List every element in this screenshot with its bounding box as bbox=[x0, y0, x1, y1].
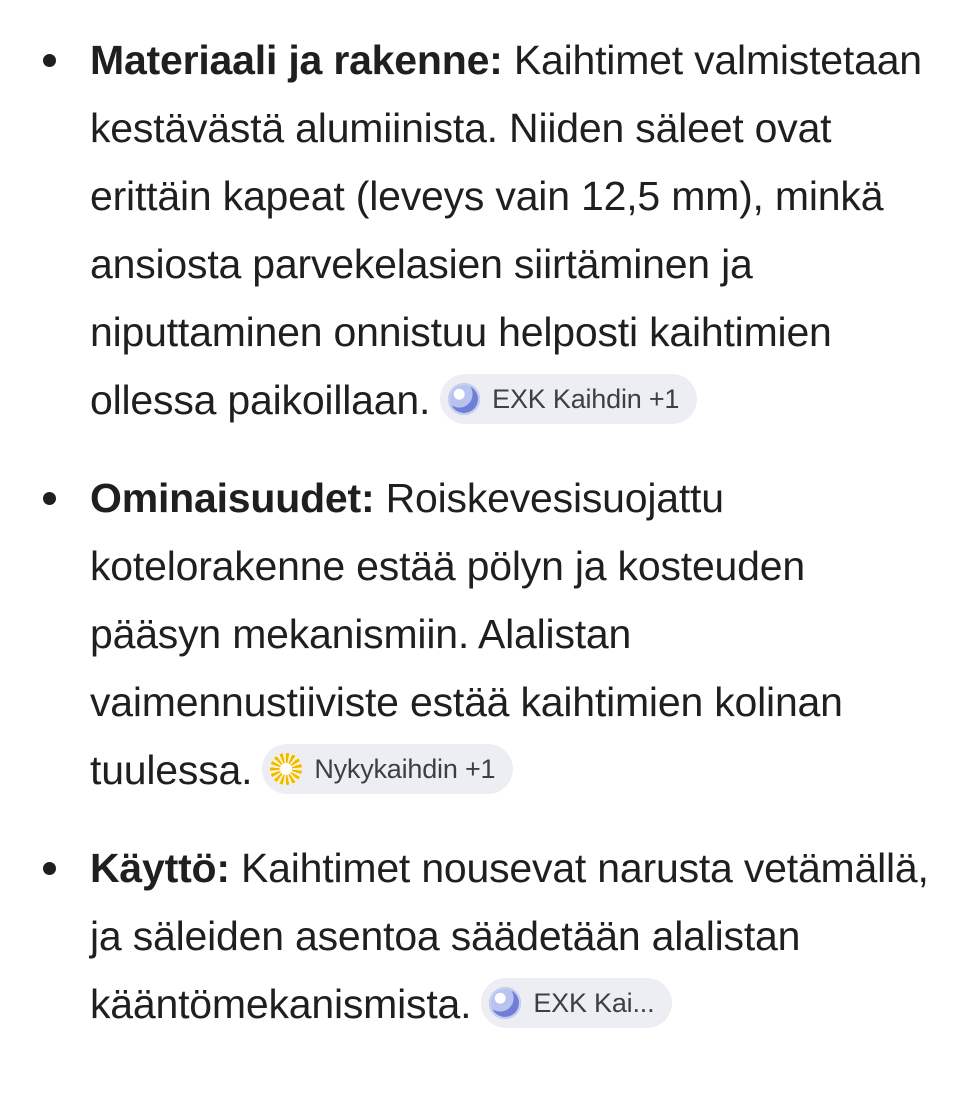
item-text: Kaihtimet nousevat narusta vetämällä, ja säleiden asentoa säädetään alalistan kääntömekanismista. bbox=[90, 845, 929, 1027]
item-text: Kaihtimet valmistetaan kestävästä alumiinista. Niiden säleet ovat erittäin kapeat (leveys vain 12,5 mm), minkä ansiosta parvekelasien siirtäminen ja niputtaminen onnistuu helposti kaihtimien ollessa paikoillaan. bbox=[90, 37, 922, 423]
source-chip[interactable] bbox=[262, 744, 513, 794]
list-item bbox=[0, 834, 960, 1038]
list-item bbox=[0, 464, 960, 804]
bullet-dot bbox=[43, 492, 56, 505]
item-term: Käyttö: bbox=[90, 845, 230, 891]
item-term: Materiaali ja rakenne: bbox=[90, 37, 503, 83]
item-term: Ominaisuudet: bbox=[90, 475, 375, 521]
globe-icon bbox=[448, 383, 480, 415]
source-chip-label: EXK Kai... bbox=[533, 988, 655, 1019]
globe-icon bbox=[489, 987, 521, 1019]
item-text: Roiskevesisuojattu kotelorakenne estää pölyn ja kosteuden pääsyn mekanismiin. Alalistan vaimennustiiviste estää kaihtimien kolinan tuulessa. bbox=[90, 475, 843, 793]
source-chip-label: Nykykaihdin +1 bbox=[314, 754, 496, 785]
list-item bbox=[0, 26, 960, 434]
bullet-list bbox=[0, 26, 960, 1068]
source-chip-label: EXK Kaihdin +1 bbox=[492, 384, 680, 415]
sun-icon bbox=[270, 753, 302, 785]
source-chip[interactable] bbox=[440, 374, 697, 424]
bullet-dot bbox=[43, 54, 56, 67]
bullet-dot bbox=[43, 862, 56, 875]
source-chip[interactable] bbox=[481, 978, 672, 1028]
